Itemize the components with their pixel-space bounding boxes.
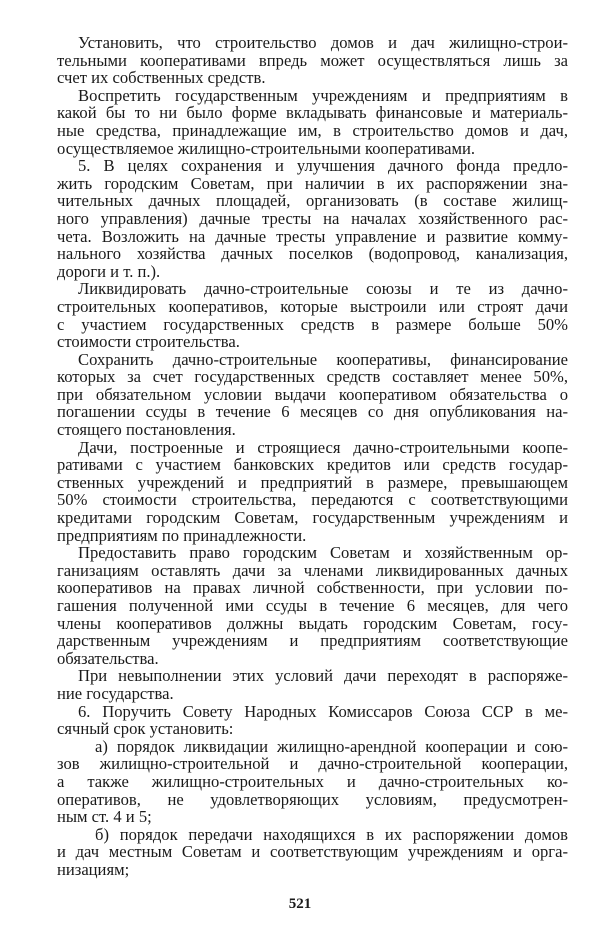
text-line: ственных учреждений и предприятий в размере, превышающем: [57, 472, 568, 492]
text-line: 5. В целях сохранения и улучшения дачного фонда предло-: [78, 156, 568, 176]
text-line: стоящего постановления.: [57, 420, 236, 440]
text-line: гашения полученной ими ссуды в течение 6 месяцев, для чего: [57, 596, 568, 615]
document-body: [57, 34, 568, 879]
text-line: Установить, что строительство домов и дач жилищно-строи-: [78, 33, 568, 52]
text-line: и дач местным Советам и соответствующим учреждениям и орга-: [57, 842, 568, 862]
text-line: стоимости строительства.: [57, 332, 240, 352]
text-line: Воспретить государственным учреждениям и предприятиям в: [78, 85, 568, 105]
text-line: При невыполнении этих условий дачи переходят в распоряже-: [78, 666, 568, 686]
text-line: ным ст. 4 и 5;: [57, 807, 152, 827]
text-line: строительных кооперативов, которые выстроили или строят дачи: [57, 296, 568, 316]
paragraph: [57, 157, 568, 280]
text-line: чета. Возложить на дачные тресты управление и развитие комму-: [57, 226, 568, 246]
text-line: нального хозяйства дачных поселков (водопровод, канализация,: [57, 244, 568, 264]
text-line: тельными кооперативами впредь может осуществляться лишь за: [57, 50, 568, 70]
text-line: ганизациям оставлять дачи за членами ликвидированных дачных: [57, 560, 568, 580]
text-line: какой бы то ни было форме вкладывать финансовые и материаль-: [57, 103, 568, 123]
text-line: которых за счет государственных средств составляет менее 50%,: [57, 367, 568, 387]
page-number: 521: [288, 896, 312, 912]
text-line: низациям;: [57, 859, 130, 879]
text-line: Сохранить дачно-строительные кооперативы, финансирование: [78, 349, 568, 369]
text-line: обязательства.: [57, 648, 159, 668]
text-line: Предоставить право городским Советам и хозяйственным ор-: [78, 543, 568, 563]
paragraph: [57, 667, 568, 702]
text-line: 6. Поручить Совету Народных Комиссаров Союза ССР в ме-: [78, 701, 568, 721]
paragraph: [57, 544, 568, 667]
list-item: [57, 738, 568, 826]
text-line: Ликвидировать дачно-строительные союзы и те из дачно-: [78, 279, 568, 299]
paragraph: [57, 87, 568, 157]
text-line: сячный срок установить:: [57, 719, 234, 739]
text-line: жить городским Советам, при наличии в их распоряжении зна-: [57, 173, 568, 193]
text-line: чительных дачных площадей, организовать (в составе жилищ-: [57, 191, 568, 211]
text-line: Дачи, построенные и строящиеся дачно-строительными коопе-: [78, 437, 568, 457]
text-line: оперативов, не удовлетворяющих условиям, предусмотрен-: [57, 789, 568, 809]
text-line: ние государства.: [57, 683, 174, 703]
text-line: дарственным учреждениям и предприятиям соответствующие: [57, 631, 568, 651]
text-line: погашении ссуды в течение 6 месяцев со дня опубликования на-: [57, 402, 568, 422]
text-line: ративами с участием банковских кредитов или средств государ-: [57, 455, 568, 475]
text-line: а) порядок ликвидации жилищно-арендной кооперации и сою-: [95, 736, 568, 756]
text-line: ного управления) дачные тресты на началах хозяйственного рас-: [57, 208, 568, 228]
text-line: ные средства, принадлежащие им, в строительство домов и дач,: [57, 120, 568, 140]
text-line: с участием государственных средств в размере больше 50%: [57, 314, 568, 334]
text-line: а также жилищно-строительных и дачно-строительных ко-: [57, 771, 568, 791]
paragraph: [57, 34, 568, 87]
text-line: кредитами городским Советам, государственным учреждениям и: [57, 508, 568, 528]
text-line: при обязательном условии выдачи кооперативом обязательства о: [57, 384, 568, 404]
list-item: [57, 826, 568, 879]
paragraph: [57, 439, 568, 545]
text-line: кооперативов на правах личной собственности, при условии по-: [57, 578, 568, 598]
text-line: предприятиям по принадлежности.: [57, 525, 307, 545]
text-line: 50% стоимости строительства, передаются с соответствующими: [57, 490, 568, 510]
paragraph: [57, 280, 568, 350]
text-line: осуществляемое жилищно-строительными кооперативами.: [57, 138, 475, 158]
text-line: б) порядок передачи находящихся в их распоряжении домов: [95, 824, 568, 844]
text-line: члены кооперативов должны выдать городским Советам, госу-: [57, 613, 568, 633]
text-line: зов жилищно-строительной и дачно-строительной кооперации,: [57, 754, 568, 774]
text-line: дороги и т. п.).: [57, 261, 161, 281]
paragraph: [57, 351, 568, 439]
text-line: счет их собственных средств.: [57, 68, 266, 88]
paragraph: [57, 703, 568, 738]
